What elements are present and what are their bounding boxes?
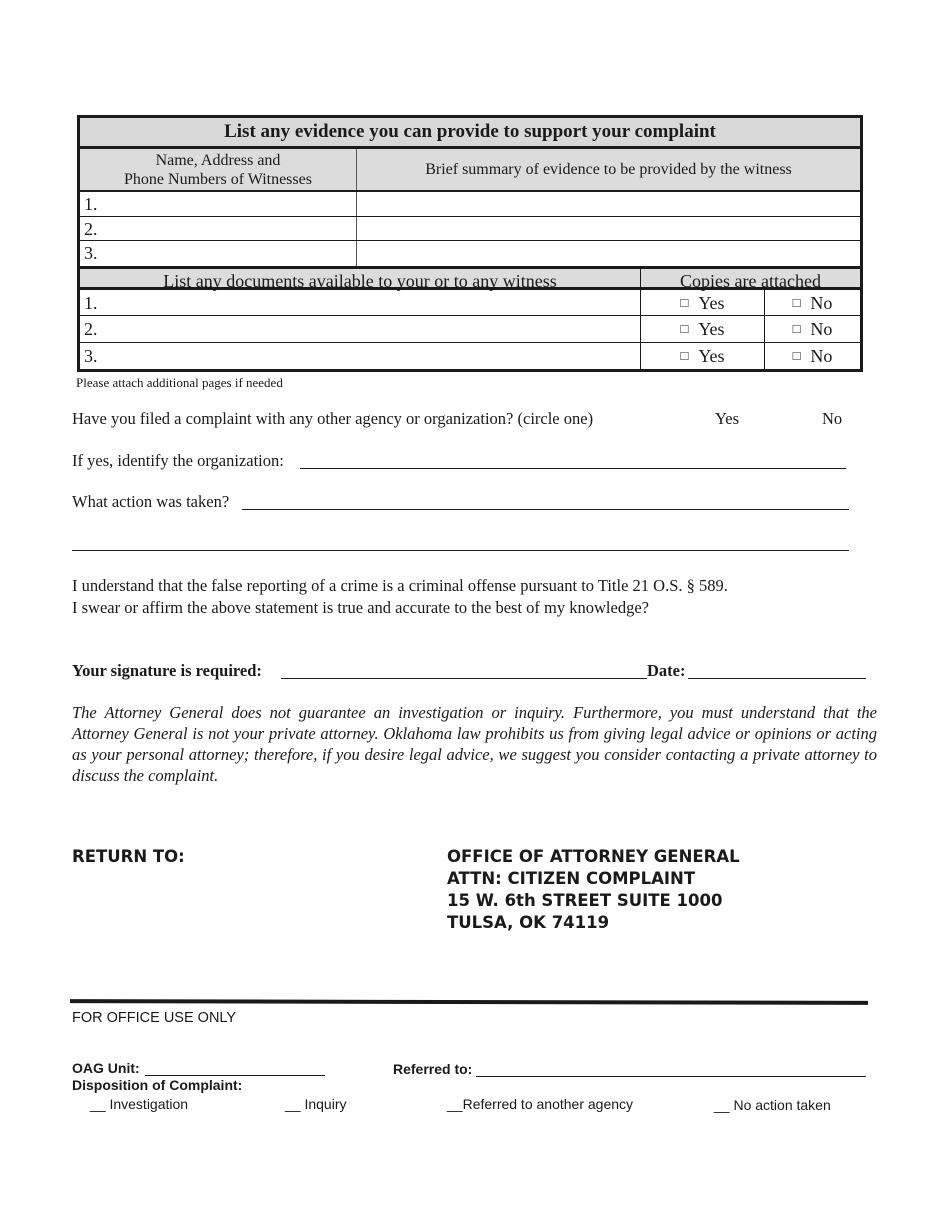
- copies-yes-checkbox-2[interactable]: □ Yes: [641, 316, 765, 342]
- checkbox-icon: □: [792, 294, 801, 310]
- attach-note: Please attach additional pages if needed: [76, 375, 283, 390]
- disposition-option-no-action[interactable]: __ No action taken: [714, 1097, 831, 1113]
- document-field-1[interactable]: 1.: [80, 290, 641, 316]
- copies-column-header: Copies are attached: [680, 270, 821, 291]
- copies-no-checkbox-2[interactable]: □ No: [792, 319, 833, 339]
- witness-field-2[interactable]: 2.: [80, 217, 357, 241]
- copies-no-checkbox-3[interactable]: □ No: [792, 345, 833, 366]
- copies-yes-checkbox-1[interactable]: □ Yes: [641, 290, 765, 316]
- disposition-option-investigation[interactable]: __ Investigation: [90, 1096, 189, 1112]
- witness-column-headers: [80, 149, 860, 192]
- witness-row: [80, 217, 860, 242]
- document-field-2[interactable]: 2.: [80, 316, 641, 342]
- affirmation-statement: I swear or affirm the above statement is true and accurate to the best of my knowledge?: [72, 598, 649, 617]
- return-to-label: RETURN TO:: [72, 847, 185, 866]
- checkbox-icon: □: [680, 347, 689, 363]
- address-line: 15 W. 6th STREET SUITE 1000: [447, 891, 723, 910]
- identify-organization-label: If yes, identify the organization:: [72, 451, 284, 470]
- checkbox-icon: □: [680, 321, 689, 336]
- witness-row: [80, 192, 860, 217]
- oag-unit-label: OAG Unit:: [72, 1060, 140, 1076]
- disposition-option-inquiry[interactable]: __ Inquiry: [285, 1096, 347, 1112]
- document-row: [80, 290, 860, 317]
- document-field-3[interactable]: 3.: [80, 343, 641, 370]
- evidence-table-title: List any evidence you can provide to support your complaint: [80, 118, 860, 149]
- other-agency-question: Have you filed a complaint with any other agency or organization? (circle one): [72, 409, 594, 428]
- summary-field-1[interactable]: [357, 192, 860, 216]
- other-agency-yes-option[interactable]: Yes: [715, 409, 740, 428]
- witness-field-3[interactable]: 3.: [80, 241, 357, 266]
- action-taken-label: What action was taken?: [72, 492, 230, 511]
- office-use-heading: FOR OFFICE USE ONLY: [72, 1010, 237, 1026]
- signature-field[interactable]: [281, 678, 647, 679]
- disclaimer-paragraph: The Attorney General does not guarantee an investigation or inquiry. Furthermore, you must understand that the Attorney General is not your private attorney. Oklahoma law prohibits us from giving legal advice or opinions or acting as your personal attorney; therefore, if you desire legal advice, we suggest you consider contacting a private attorney to discuss the complaint.: [72, 703, 877, 785]
- document-row: [80, 316, 860, 343]
- disposition-option-referred[interactable]: __Referred to another agency: [447, 1096, 634, 1112]
- checkbox-icon: □: [792, 347, 801, 363]
- address-line: TULSA, OK 74119: [447, 913, 610, 932]
- mailing-address: [447, 846, 740, 934]
- checkbox-icon: □: [680, 294, 689, 310]
- divider: [70, 999, 868, 1005]
- copies-yes-checkbox-3[interactable]: □ Yes: [641, 343, 765, 370]
- other-agency-no-option[interactable]: No: [822, 409, 843, 428]
- documents-column-header: List any documents available to your or to any witness: [80, 269, 641, 287]
- documents-header-row: [80, 266, 860, 290]
- referred-to-field[interactable]: [476, 1076, 866, 1077]
- witness-column-header: Name, Address and Phone Numbers of Witnesses: [80, 149, 357, 190]
- oag-unit-field[interactable]: [145, 1075, 325, 1076]
- action-taken-field-line-2[interactable]: [72, 550, 849, 551]
- summary-column-header: Brief summary of evidence to be provided by the witness: [425, 161, 792, 178]
- action-taken-field[interactable]: [242, 509, 849, 510]
- witness-field-1[interactable]: 1.: [80, 192, 357, 216]
- document-row: [80, 343, 860, 370]
- identify-organization-field[interactable]: [300, 468, 846, 469]
- witness-row: [80, 241, 860, 266]
- disposition-label: Disposition of Complaint:: [72, 1077, 243, 1093]
- signature-label: Your signature is required:: [72, 661, 262, 680]
- evidence-table: [77, 115, 863, 372]
- address-line: ATTN: CITIZEN COMPLAINT: [447, 869, 696, 888]
- checkbox-icon: □: [792, 321, 801, 336]
- summary-field-2[interactable]: [357, 217, 860, 241]
- referred-to-label: Referred to:: [393, 1061, 473, 1077]
- summary-field-3[interactable]: [357, 241, 860, 266]
- date-field[interactable]: [688, 678, 866, 679]
- false-report-statement: I understand that the false reporting of a crime is a criminal offense pursuant to Title 21 O.S. § 589.: [72, 576, 728, 595]
- copies-no-checkbox-1[interactable]: □ No: [792, 292, 833, 313]
- date-label: Date:: [647, 661, 686, 680]
- address-line: OFFICE OF ATTORNEY GENERAL: [447, 847, 740, 866]
